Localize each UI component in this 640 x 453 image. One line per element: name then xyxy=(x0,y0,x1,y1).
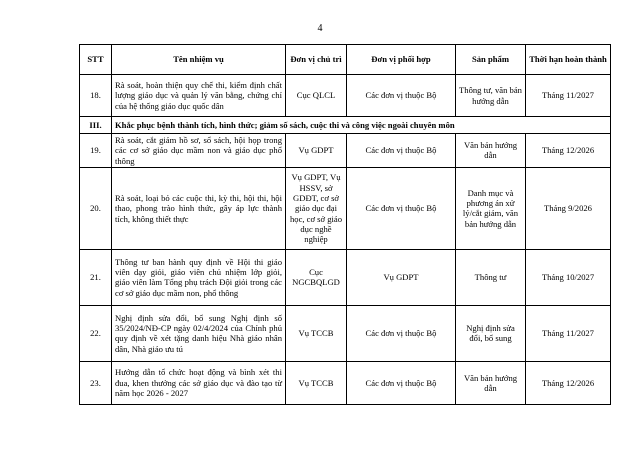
row-task: Nghị định sửa đổi, bổ sung Nghị định số 35/2024/NĐ-CP ngày 02/4/2024 của Chính phủ quy định về xét tặng danh hiệu Nhà giáo nhân dân, Nhà giáo ưu tú xyxy=(112,305,286,361)
row-stt: 19. xyxy=(80,134,112,168)
page-number: 4 xyxy=(317,23,323,34)
table-header-row xyxy=(80,45,611,75)
task-table xyxy=(79,44,611,405)
row-coordinating-unit: Các đơn vị thuộc Bộ xyxy=(347,75,456,117)
table-row xyxy=(80,167,611,249)
row-stt: 21. xyxy=(80,249,112,305)
header-lead-unit: Đơn vị chủ trì xyxy=(286,45,347,75)
row-deadline: Tháng 12/2026 xyxy=(526,134,611,168)
header-deadline: Thời hạn hoàn thành xyxy=(526,45,611,75)
row-stt: 20. xyxy=(80,167,112,249)
row-coordinating-unit: Các đơn vị thuộc Bộ xyxy=(347,305,456,361)
row-task: Hướng dẫn tổ chức hoạt động và bình xét thi đua, khen thưởng các sở giáo dục và đào tạo từ năm học 2026 - 2027 xyxy=(112,361,286,404)
row-coordinating-unit: Vụ GDPT xyxy=(347,249,456,305)
row-product: Danh mục và phương án xử lý/cắt giảm, văn bản hướng dẫn xyxy=(456,167,526,249)
header-coordinating-unit: Đơn vị phối hợp xyxy=(347,45,456,75)
row-product: Thông tư, văn bản hướng dẫn xyxy=(456,75,526,117)
row-deadline: Tháng 9/2026 xyxy=(526,167,611,249)
table-row xyxy=(80,134,611,168)
row-deadline: Tháng 11/2027 xyxy=(526,75,611,117)
row-product: Thông tư xyxy=(456,249,526,305)
table-row xyxy=(80,305,611,361)
row-lead-unit: Vụ GDPT, Vụ HSSV, sở GDĐT, cơ sở giáo dục đại học, cơ sở giáo dục nghề nghiệp xyxy=(286,167,347,249)
row-lead-unit: Vụ TCCB xyxy=(286,361,347,404)
table-row xyxy=(80,249,611,305)
row-lead-unit: Cục QLCL xyxy=(286,75,347,117)
row-product: Văn bản hướng dẫn xyxy=(456,361,526,404)
row-coordinating-unit: Các đơn vị thuộc Bộ xyxy=(347,167,456,249)
section-row xyxy=(80,117,611,134)
section-title: Khắc phục bệnh thành tích, hình thức; giảm số sách, cuộc thi và công việc ngoài chuyên môn xyxy=(112,117,611,134)
row-deadline: Tháng 12/2026 xyxy=(526,361,611,404)
row-lead-unit: Vụ GDPT xyxy=(286,134,347,168)
header-product: Sản phẩm xyxy=(456,45,526,75)
header-stt: STT xyxy=(80,45,112,75)
section-number: III. xyxy=(80,117,112,134)
row-deadline: Tháng 10/2027 xyxy=(526,249,611,305)
row-product: Nghị định sửa đổi, bổ sung xyxy=(456,305,526,361)
row-task: Rà soát, cắt giảm hồ sơ, sổ sách, hội họp trong các cơ sở giáo dục mầm non và giáo dục phổ thông xyxy=(112,134,286,168)
row-lead-unit: Vụ TCCB xyxy=(286,305,347,361)
table-row xyxy=(80,361,611,404)
row-task: Thông tư ban hành quy định về Hội thi giáo viên dạy giỏi, giáo viên chủ nhiệm lớp giỏi, giáo viên làm Tổng phụ trách Đội giỏi trong các cơ sở giáo dục mầm non, phổ thông xyxy=(112,249,286,305)
table-row xyxy=(80,75,611,117)
row-stt: 23. xyxy=(80,361,112,404)
row-task: Rà soát, hoàn thiện quy chế thi, kiểm định chất lượng giáo dục và quản lý văn bằng, chứng chỉ của hệ thống giáo dục quốc dân xyxy=(112,75,286,117)
row-deadline: Tháng 11/2027 xyxy=(526,305,611,361)
row-product: Văn bản hướng dẫn xyxy=(456,134,526,168)
header-task: Tên nhiệm vụ xyxy=(112,45,286,75)
row-coordinating-unit: Các đơn vị thuộc Bộ xyxy=(347,361,456,404)
row-task: Rà soát, loại bỏ các cuộc thi, kỳ thi, hội thi, hội thao, phong trào hình thức, gây áp lực thành tích, không thiết thực xyxy=(112,167,286,249)
row-coordinating-unit: Các đơn vị thuộc Bộ xyxy=(347,134,456,168)
row-lead-unit: Cục NGCBQLGD xyxy=(286,249,347,305)
row-stt: 18. xyxy=(80,75,112,117)
row-stt: 22. xyxy=(80,305,112,361)
